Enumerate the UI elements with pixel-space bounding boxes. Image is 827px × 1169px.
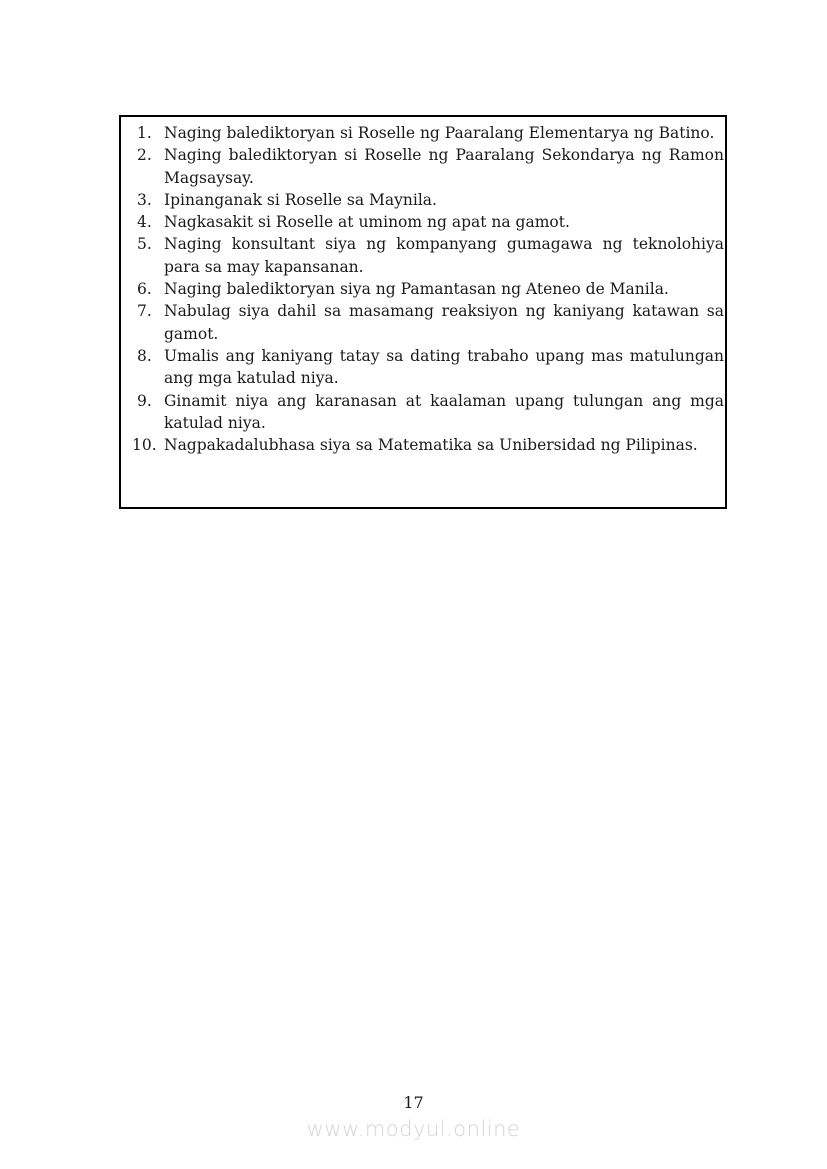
list-item-text: Ipinanganak si Roselle sa Maynila. (164, 190, 437, 209)
numbered-list (121, 122, 725, 456)
list-item (121, 278, 725, 300)
list-item-number: 2. (137, 146, 152, 165)
list-item-text: Naging balediktoryan si Roselle ng Paaralang Sekondarya ng Ramon Magsaysay. (164, 146, 724, 187)
numbered-list-box (119, 115, 727, 509)
list-item (121, 122, 725, 144)
list-item-number: 7. (137, 302, 152, 321)
list-item (121, 144, 725, 189)
list-item-text: Umalis ang kaniyang tatay sa dating trabaho upang mas matulungan ang mga katulad niya. (164, 346, 724, 388)
list-item-number: 5. (137, 235, 152, 254)
list-item (121, 345, 725, 390)
list-item (121, 434, 725, 456)
list-item-number: 6. (137, 280, 152, 299)
list-item-number: 9. (137, 391, 152, 410)
list-item-number: 4. (137, 213, 152, 232)
list-item-number: 8. (137, 346, 152, 365)
list-item-number: 10. (132, 436, 157, 455)
list-item (121, 390, 725, 435)
list-item (121, 189, 725, 211)
list-item-text: Nagpakadalubhasa siya sa Matematika sa Unibersidad ng Pilipinas. (164, 436, 698, 455)
list-item-text: Naging konsultant siya ng kompanyang gumagawa ng teknolohiya para sa may kapansanan. (164, 235, 724, 276)
list-item-text: Nagkasakit si Roselle at uminom ng apat na gamot. (164, 213, 570, 232)
list-item-text: Naging balediktoryan siya ng Pamantasan ng Ateneo de Manila. (164, 280, 669, 299)
list-item-number: 1. (137, 124, 152, 142)
watermark: www.modyul.online (306, 1117, 521, 1141)
list-item (121, 233, 725, 278)
list-item-text: Nabulag siya dahil sa masamang reaksiyon ng kaniyang katawan sa gamot. (164, 302, 724, 343)
page-number: 17 (403, 1093, 424, 1112)
list-item-text: Naging balediktoryan si Roselle ng Paaralang Elementarya ng Batino. (164, 124, 715, 142)
list-item (121, 300, 725, 345)
list-item (121, 211, 725, 233)
list-item-number: 3. (137, 190, 152, 209)
list-item-text: Ginamit niya ang karanasan at kaalaman upang tulungan ang mga katulad niya. (164, 391, 724, 432)
